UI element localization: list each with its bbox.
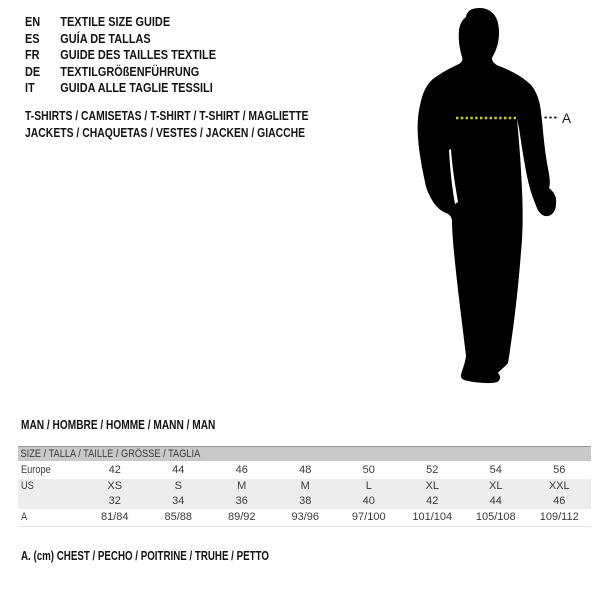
size-cell: L — [365, 480, 372, 492]
row-label-us — [18, 479, 83, 494]
size-cell: XXL — [548, 480, 570, 492]
size-table-header — [18, 447, 591, 461]
size-cell: 38 — [299, 495, 312, 507]
size-cell: M — [300, 480, 310, 492]
language-label: TEXTILGRÖßENFÜHRUNG — [60, 63, 200, 79]
size-table-header-label: SIZE / TALLA / TAILLE / GRÖSSE / TAGLIA — [20, 448, 201, 460]
table-row-us-numbers — [18, 494, 591, 509]
size-cell: 109/112 — [539, 511, 579, 523]
size-cell: 36 — [235, 495, 248, 507]
size-cell: 34 — [172, 495, 185, 507]
row-label-text: A — [21, 511, 28, 523]
size-cell: 40 — [362, 495, 375, 507]
size-cell: 42 — [108, 464, 121, 476]
table-row-europe — [18, 461, 591, 479]
row-label-text: Europe — [21, 464, 51, 476]
language-row — [25, 47, 216, 64]
language-code: DE — [25, 63, 41, 79]
size-cell: 97/100 — [351, 511, 386, 523]
row-label-europe — [18, 461, 83, 479]
size-cell: 42 — [426, 495, 439, 507]
size-cell: 44 — [489, 495, 502, 507]
language-code: IT — [25, 80, 35, 96]
language-list — [25, 14, 216, 97]
language-code: ES — [25, 30, 40, 46]
language-row — [25, 64, 216, 81]
size-cell: XL — [489, 480, 503, 492]
language-row — [25, 31, 216, 48]
measurement-footnote: A. (cm) CHEST / PECHO / POITRINE / TRUHE / PETTO — [21, 548, 269, 563]
row-label-empty — [18, 494, 83, 509]
size-cell: XS — [107, 480, 123, 492]
size-cell: 48 — [299, 464, 312, 476]
man-silhouette — [418, 8, 557, 383]
size-cell: 56 — [553, 464, 566, 476]
table-row-chest — [18, 509, 591, 526]
size-cell: 54 — [489, 464, 502, 476]
category-tshirts: T-SHIRTS / CAMISETAS / T-SHIRT / T-SHIRT / MAGLIETTE — [25, 108, 309, 123]
table-row-us — [18, 479, 591, 509]
language-row — [25, 80, 216, 97]
size-cell: 52 — [426, 464, 439, 476]
category-jackets: JACKETS / CHAQUETAS / VESTES / JACKEN / GIACCHE — [25, 125, 306, 141]
language-label: GUIDE DES TAILLES TEXTILE — [60, 47, 217, 63]
size-cell: 85/88 — [164, 511, 193, 523]
size-cell: 46 — [235, 464, 248, 476]
language-code: FR — [25, 47, 40, 63]
row-label-text: US — [21, 480, 34, 492]
size-cell: 32 — [108, 495, 121, 507]
size-cell: 101/104 — [412, 511, 453, 523]
language-row — [25, 14, 216, 31]
row-label-a — [18, 509, 83, 526]
size-table — [18, 446, 591, 527]
size-cell: 105/108 — [475, 511, 516, 523]
size-cell: 46 — [553, 495, 566, 507]
language-code: EN — [25, 14, 41, 29]
language-label: TEXTILE SIZE GUIDE — [60, 14, 171, 29]
category-list — [25, 107, 309, 142]
size-cell: 81/84 — [100, 511, 129, 523]
size-cell: M — [237, 480, 247, 492]
language-label: GUÍA DE TALLAS — [60, 30, 151, 46]
language-label: GUIDA ALLE TAGLIE TESSILI — [60, 80, 213, 96]
size-cell: 89/92 — [227, 511, 256, 523]
size-cell: 50 — [362, 464, 375, 476]
section-title: MAN / HOMBRE / HOMME / MANN / MAN — [21, 417, 216, 432]
table-row-us-letters — [18, 479, 591, 494]
size-cell: XL — [425, 480, 439, 492]
man-silhouette-figure — [408, 0, 583, 400]
size-cell: 44 — [172, 464, 185, 476]
size-cell: S — [174, 480, 182, 492]
measure-label-a: A — [562, 111, 572, 126]
size-cell: 93/96 — [291, 511, 320, 523]
